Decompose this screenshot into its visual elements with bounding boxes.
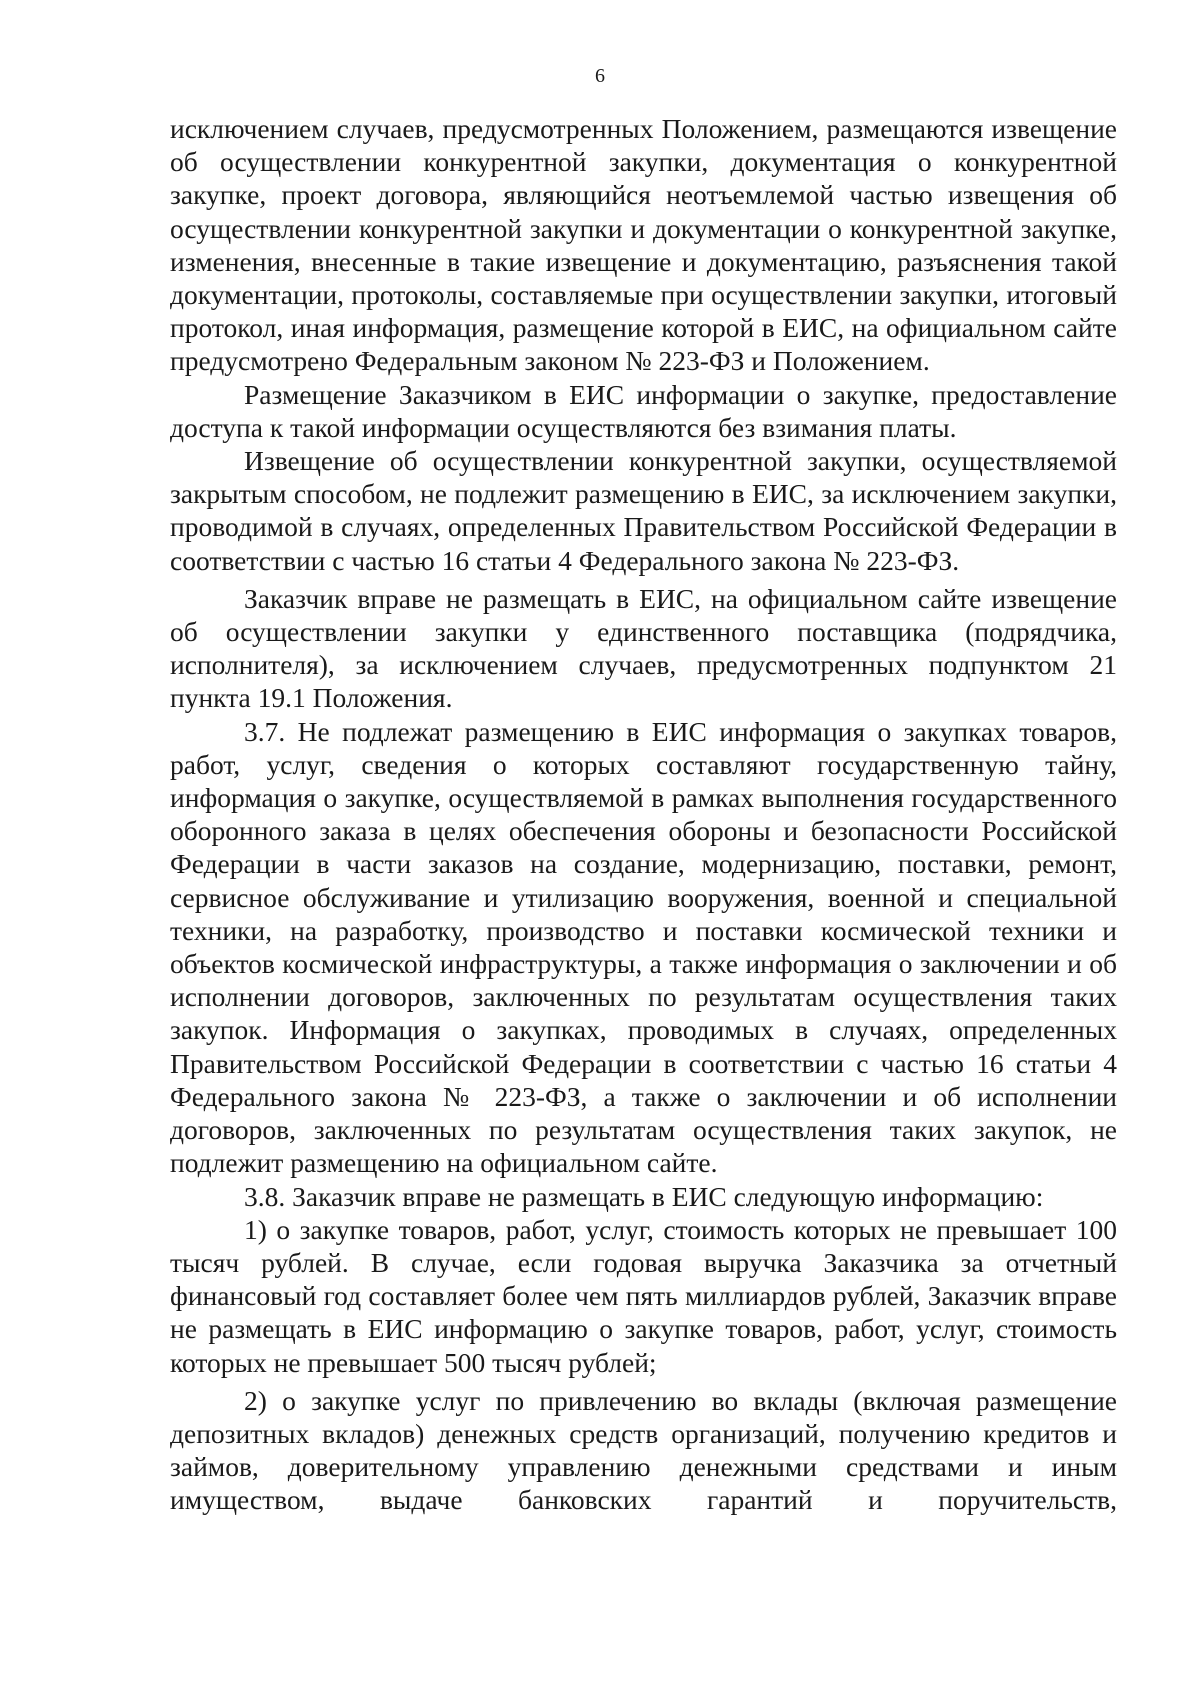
paragraph-section-3-8: 3.8. Заказчик вправе не размещать в ЕИС следующую информацию: [244, 1180, 1044, 1212]
list-item-2: 2) о закупке услуг по привлечению во вклады (включая размещение депозитных вкладов) денежных средств организаций, получению кредитов и займов, доверительному управлению денежными средствами и иным имуществом, выдаче банковских гарантий и поручительств, [170, 1384, 1117, 1516]
paragraph-section-3-7: 3.7. Не подлежат размещению в ЕИС информация о закупках товаров, работ, услуг, сведения о которых составляют государственную тайну, информация о закупке, осуществляемой в рамках выполнения государственного оборонного заказа в целях обеспечения обороны и безопасности Российской Федерации в части заказов на создание, модернизацию, поставки, ремонт, сервисное обслуживание и утилизацию вооружения, военной и специальной техники, на разработку, производство и поставки космической техники и объектов космической инфраструктуры, а также информация о заключении и об исполнении договоров, заключенных по результатам осуществления таких закупок. Информация о закупках, проводимых в случаях, определенных Правительством Российской Федерации в соответствии с частью 16 статьи 4 Федерального закона № 223-ФЗ, а также о заключении и об исполнении договоров, заключенных по результатам осуществления таких закупок, не подлежит размещению на официальном сайте. [170, 715, 1117, 1179]
paragraph-eis-fee: Размещение Заказчиком в ЕИС информации о закупке, предоставление доступа к такой информации осуществляются без взимания платы. [170, 378, 1117, 443]
page-number: 6 [595, 65, 605, 87]
paragraph-closed-procurement: Извещение об осуществлении конкурентной закупки, осуществляемой закрытым способом, не подлежит размещению в ЕИС, за исключением закупки, проводимой в случаях, определенных Правительством Российской Федерации в соответствии с частью 16 статьи 4 Федерального закона № 223-ФЗ. [170, 445, 1117, 576]
list-item-1: 1) о закупке товаров, работ, услуг, стоимость которых не превышает 100 тысяч рублей. В случае, если годовая выручка Заказчика за отчетный финансовый год составляет более чем пять миллиардов рублей, Заказчик вправе не размещать в ЕИС информацию о закупке товаров, работ, услуг, стоимость которых не превышает 500 тысяч рублей; [170, 1213, 1117, 1378]
document-body [170, 112, 1117, 1517]
paragraph-single-supplier: Заказчик вправе не размещать в ЕИС, на официальном сайте извещение об осуществлении закупки у единственного поставщика (подрядчика, исполнителя), за исключением случаев, предусмотренных подпунктом 21 пункта 19.1 Положения. [170, 582, 1117, 714]
paragraph-continuation: исключением случаев, предусмотренных Положением, размещаются извещение об осуществлении конкурентной закупки, документация о конкурентной закупке, проект договора, являющийся неотъемлемой частью извещения об осуществлении конкурентной закупки и документации о конкурентной закупке, изменения, внесенные в такие извещение и документацию, разъяснения такой документации, протоколы, составляемые при осуществлении закупки, итоговый протокол, иная информация, размещение которой в ЕИС, на официальном сайте предусмотрено Федеральным законом № 223-ФЗ и Положением. [170, 113, 1117, 377]
